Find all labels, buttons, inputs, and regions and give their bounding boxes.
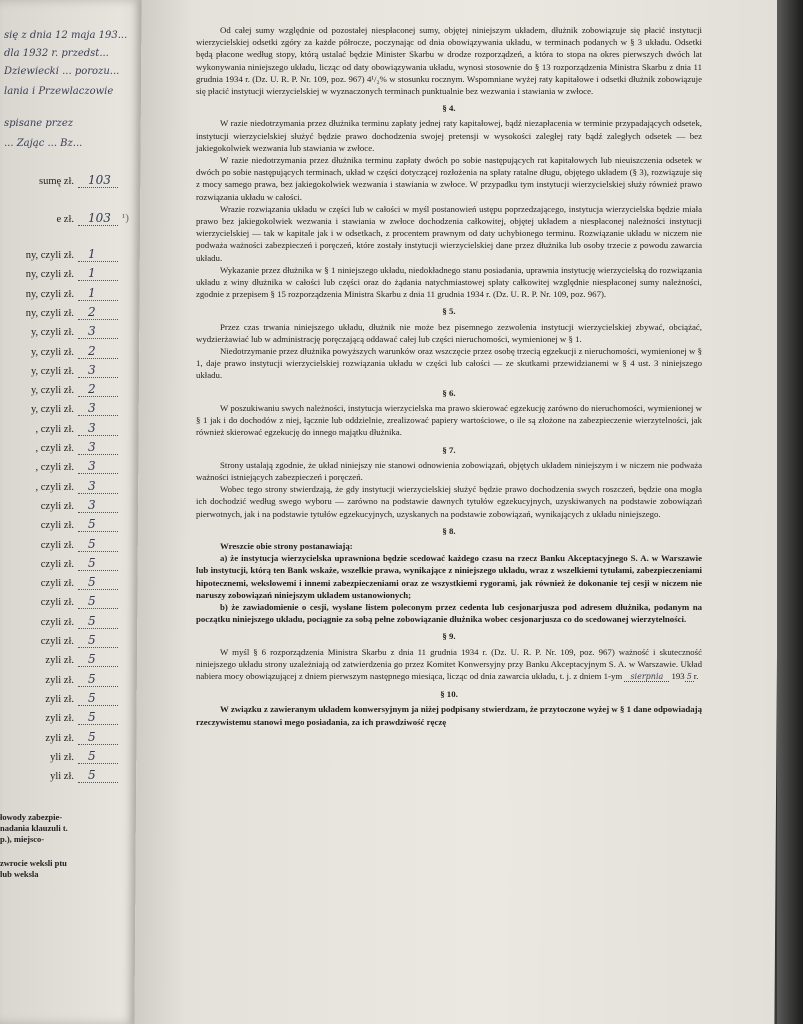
installment-label: ny, czyli zł. [25,307,74,319]
dotted-fill-line [78,454,118,455]
effective-month-handwritten: sierpnia [624,672,669,682]
installment-row [0,673,150,692]
dotted-fill-line [78,415,118,416]
dotted-fill-line [78,473,118,474]
dotted-fill-line [78,531,118,532]
installment-label: , czyli zł. [35,462,74,474]
installment-value: 3 [88,459,96,474]
installment-label: yli zł. [50,751,74,763]
installment-label: , czyli zł. [35,423,74,435]
sum2-row [0,212,150,231]
handwriting-line: lania i Przewlaczowie [4,86,114,97]
installment-row [0,634,150,653]
section-8-point-a: a) że instytucja wierzycielska uprawniona będzie scedować każdego czasu na rzecz Banku Akceptacyjnego S. A. w Warszawie lub instytucji, którą ten Bank wskaże, wszelkie prawa, wynikające z niniejszego układu, wraz z wszelkiemi tytułami, zabezpieczeniami hipotecznemi, wekslowemi i innemi zabezpieczeniami oraz ze wszystkiemi rygorami, jak również że dokonanie tej cesji w niczem nie naruszy zobowiązań niniejszym układem ustanowionych; [196,553,702,600]
installment-label: , czyli zł. [35,443,74,454]
installment-row [0,576,150,595]
installment-row [0,325,150,344]
installment-value: 5 [88,536,96,551]
section-6-paragraph-1: W poszukiwaniu swych należności, instytucja wierzycielska ma prawo skierować egzekucję zarówno do nieruchomości, wymienionej w § 1 jak i do dochodów z niej, łącznie lub oddzielnie, zrealizować papiery wartościowe, o ile są złożone na zabezpieczenie wierzytelności, jak również skierować egzekucję do innego majątku dłużnika. [196,402,702,438]
installment-row [0,615,150,634]
year-suffix: r. [693,670,699,681]
section-9-heading: § 9. [442,631,456,642]
installment-label: ny, czyli zł. [25,269,74,281]
installment-value: 3 [88,420,96,435]
section-8-point-b: b) że zawiadomienie o cesji, wysłane listem poleconym przez cedenta lub cesjonarjusza pod adresem dłużnika, podanym na początku niniejszego układu, pociągnie za sobą pełne zobowiązanie dłużnika wobec cesjonarjusza co do scedowanej wierzytelności. [196,601,702,625]
installment-row [0,460,150,479]
installment-value: 3 [88,362,96,377]
dotted-fill-line [78,647,118,648]
year-digit-handwritten: 5 [686,671,692,681]
dotted-fill-line [78,358,118,359]
sum2-value: 103 [88,211,111,225]
installment-value: 5 [88,555,96,570]
installment-row [0,653,150,672]
installment-row [0,267,150,286]
section-8-heading: § 8. [442,525,456,536]
installment-label: czyli zł. [40,578,74,590]
dotted-fill-line [78,570,118,571]
dotted-fill-line [78,782,118,783]
section-4-paragraph-1: W razie niedotrzymania przez dłużnika terminu zapłaty jednej raty kapitałowej, bądź niezapłacenia w terminie przypadających odsetek, instytucji wierzycielskiej służyć będzie prawo dochodzenia swojej pretensji w wysokości zaległej raty bądź zaległych odsetek — bez jakiegokolwiek wezwania lub stawiania w zwłoce. [196,118,702,153]
dotted-fill-line [78,551,118,552]
installment-row [0,557,150,576]
section-4-heading: § 4. [442,103,456,114]
section-5-paragraph-1: Przez czas trwania niniejszego układu, dłużnik nie może bez pisemnego zezwolenia instytucji wierzycielskiej zbywać, obciążać, wydzierżawiać lub w administrację poręczającą oddawać całej lub części nieruchomości, wymienionej w § 1. [196,321,702,344]
installment-label: czyli zł. [40,636,74,647]
dotted-fill-line [78,280,118,281]
installment-label: , czyli zł. [35,481,74,493]
installment-value: 5 [88,652,96,667]
installment-value: 3 [88,324,96,339]
installment-row [0,402,150,421]
dotted-fill-line [78,435,118,436]
section-8-intro: Wreszcie obie strony postanawiają: [220,540,353,551]
intro-paragraph: Od całej sumy względnie od pozostałej niespłaconej sumy, objętej niniejszym układem, dłużnik zobowiązuje się płacić instytucji wierzycielskiej odsetki zgóry za każde półrocze, poczynając od dnia obowiązywania układu, w terminach podanych w § 3 układu. Odsetki będą płacone według stopy, którą ustalać będzie Minister Skarbu w drodze rozporządzeń, a która to stopa na okres pierwszych dwóch lat wykonywania niniejszego układu, licząc od daty obowiązywania układu, wynosi stosownie do § 13 rozporządzenia Ministra Skarbu z dnia 11 grudnia 1934 r. (Dz. U. R. P. Nr. 109, poz. 967) 4¹/₂% w stosunku rocznym. Wspomniane wyżej raty kapitałowe i odsetki dłużnik zobowiązuje się płacić instytucji wierzycielskiej w wyznaczonych terminach punktualnie bez wezwania i stawiania w zwłoce. [196,25,702,97]
footnote-1: łowody zabezpie- nadania klauzuli t. p.), miejsco- [0,812,68,844]
installment-label: czyli zł. [40,597,74,609]
sum-label: sumę zł. [39,176,74,187]
section-5-heading: § 5. [442,306,456,317]
installment-row [0,345,150,364]
installment-row [0,287,150,306]
right-edge-shadow [777,0,803,1024]
dotted-fill-line [78,261,118,262]
section-7-heading: § 7. [442,444,456,455]
installment-value: 1 [88,285,96,300]
installment-value: 5 [88,517,96,532]
year-prefix: 193 [671,670,685,681]
installment-label: y, czyli zł. [30,404,74,416]
installment-value: 3 [88,478,96,493]
dotted-fill-line [78,300,118,301]
section-4-paragraph-3: Wrazie rozwiązania układu w części lub w całości w myśl postanowień ustępu poprzedzającego, instytucja wierzycielska będzie miała prawo bez jakiegokolwiek wezwania i stawiania w zwłoce dochodzenia całkowitej, objętej układem a niespłaconej należności instytucji wierzycielskiej — tak w kapitale jak i w odsetkach, z procentem prawnym od daty uchybionego terminu. Rozwiązanie układu w niczem nie podważa ważności zabezpieczeń i poręczeń, które zostały instytucji wierzycielskiej dane przez dłużnika lub osoby trzecie z powodu zawarcia układu. [196,203,702,263]
section-10-paragraph: W związku z zawieranym układem konwersyjnym ja niżej podpisany stwierdzam, że przytoczone wyżej w § 1 dane odpowiadają rzeczywistemu stanowi mego posiadania, za ich prawdziwość ręczę [196,704,702,727]
installment-label: zyli zł. [45,655,74,667]
installment-value: 5 [88,748,96,763]
installment-label: ny, czyli zł. [25,288,74,300]
installment-row [0,595,150,614]
installment-label: ny, czyli zł. [25,250,74,261]
handwriting-line: dla 1932 r. przedst... [4,48,109,59]
section-9-text: W myśl § 6 rozporządzenia Ministra Skarbu z dnia 11 grudnia 1934 r. (Dz. U. R. P. Nr. 109, poz. 967) ważność i skuteczność niniejszego układu strony uzależniają od zatwierdzenia go przez Komitet Konwersyjny przy Banku Akceptacyjnym S. A. w Warszawie. Układ nabiera mocy obowiązującej z dniem pierwszym następnego miesiąca, licząc od dnia zawarcia układu, t. j. z dniem 1-ym [196,646,702,681]
installment-label: czyli zł. [40,539,74,551]
installment-row [0,769,150,788]
installment-row [0,364,150,383]
dotted-fill-line [78,763,118,764]
installment-row [0,441,150,460]
document-body [196,24,702,728]
installment-label: y, czyli zł. [30,385,74,397]
handwriting-line: ... Zając ... Bz... [4,138,83,149]
section-9-paragraph [196,646,702,684]
installment-value: 2 [88,382,96,397]
installment-value: 3 [88,440,96,454]
installment-label: czyli zł. [40,616,74,628]
installment-row [0,711,150,730]
handwriting-line: Dziewiecki ... porozu... [4,66,120,77]
dotted-fill-line [78,338,118,339]
installment-label: yli zł. [50,771,74,783]
section-7-paragraph-1: Strony ustalają zgodnie, że układ niniejszy nie stanowi odnowienia zobowiązań, objętych układem niniejszym i w niczem nie podważa ważności istniejących zabezpieczeń i poręczeń. [196,459,702,482]
installment-row [0,480,150,499]
dotted-fill-line [78,744,118,745]
section-4-paragraph-2: W razie niedotrzymania przez dłużnika terminu zapłaty dwóch po sobie następujących rat kapitałowych lub nieuiszczenia odsetek w dwóch po sobie następujących terminach, układ w części dotyczącej rozłożenia na spłaty ratalne długu, objętego układem (§ 3), rozwiązuje się z mocy samego prawa, bez jakiegokolwiek wezwania i stawiania w zwłoce. W przypadku tym instytucji wierzycielskiej służy również prawo rozwiązania układu w całości. [196,155,702,202]
handwriting-line: się z dnia 12 maja 193... [4,30,128,41]
installment-value: 1 [88,266,96,281]
installment-value: 3 [88,497,96,512]
installment-label: y, czyli zł. [30,365,74,377]
footnote-2: zwrocie weksli ptu lub weksla [0,858,67,879]
installment-label: czyli zł. [40,558,74,570]
installment-value: 5 [88,690,96,705]
installment-value: 5 [88,768,96,783]
installment-label: zyli zł. [45,674,74,686]
section-10-heading: § 10. [440,689,458,700]
installment-label: y, czyli zł. [30,327,74,339]
installment-value: 5 [88,671,96,686]
dotted-fill-line [78,686,118,687]
section-5-paragraph-2: Niedotrzymanie przez dłużnika powyższych warunków oraz wszczęcie przez osobę trzecią egzekucji z nieruchomości, wymienionej w § 1, daje prawo instytucji wierzycielskiej rozwiązania układu w części lub całości — ze skutkami przewidzianemi w § 4 ust. 3 niniejszego układu. [196,346,702,381]
installment-row [0,750,150,769]
installment-row [0,499,150,518]
dotted-fill-line [78,319,118,320]
dotted-fill-line [78,493,118,494]
installment-label: y, czyli zł. [30,346,74,358]
installment-row [0,518,150,537]
installment-row [0,538,150,557]
dotted-fill-line [78,608,118,609]
installment-value: 2 [88,343,96,358]
dotted-fill-line [78,512,118,513]
installment-value: 5 [88,575,96,590]
dotted-fill-line [78,705,118,706]
installment-label: zyli zł. [45,693,74,705]
installment-label: czyli zł. [40,500,74,512]
footnote-mark: ¹) [122,212,129,224]
installment-value: 5 [88,613,96,628]
handwriting-line: spisane przez [4,118,73,129]
sum2-label: e zł. [56,214,74,225]
installment-row [0,248,150,267]
installment-label: czyli zł. [40,520,74,532]
dotted-fill-line [78,666,118,667]
installment-value: 2 [88,304,96,319]
dotted-fill-line [78,628,118,629]
installment-row [0,731,150,750]
section-7-paragraph-2: Wobec tego strony stwierdzają, że gdy instytucji wierzycielskiej służyć będzie prawo dochodzenia swych roszczeń, będzie ona mogła ich dochodzić według swego wyboru — zarówno na podstawie dawnych tytułów egzekucyjnych, uzyskiwanych na podstawie zobowiązań pierwotnych, jak i na podstawie tytułów egzekucyjnych, uzyskanych na podstawie zobowiązań, wynikających z układu niniejszego. [196,484,702,519]
installment-row [0,422,150,441]
installment-value: 3 [88,401,96,416]
installment-row [0,692,150,711]
installment-value: 5 [88,594,96,609]
installment-row [0,383,150,402]
installment-label: zyli zł. [45,732,74,744]
dotted-fill-line [78,724,118,725]
dotted-fill-line [78,377,118,378]
installment-value: 1 [88,247,96,261]
installment-row [0,306,150,325]
section-4-paragraph-4: Wykazanie przez dłużnika w § 1 niniejszego układu, niedokładnego stanu posiadania, uprawnia instytucję wierzycielską do rozwiązania układu z winy dłużnika w całości lub części oraz do żądania natychmiastowej spłaty całkowitej względnie niespłaconej sumy należności, zgodnie z przepisem § 15 rozporządzenia Ministra Skarbu z dnia 11 grudnia 1934 r. (Dz. U. R. P. Nr. 109, poz. 967). [196,264,702,300]
section-6-heading: § 6. [442,387,456,398]
dotted-fill-line [78,396,118,397]
sum-row [0,174,150,193]
installment-value: 5 [88,710,96,725]
dotted-fill-line [78,589,118,590]
sum-value: 103 [88,173,111,187]
installment-value: 5 [88,729,96,744]
installment-value: 5 [88,633,96,647]
installment-label: zyli zł. [45,713,74,725]
